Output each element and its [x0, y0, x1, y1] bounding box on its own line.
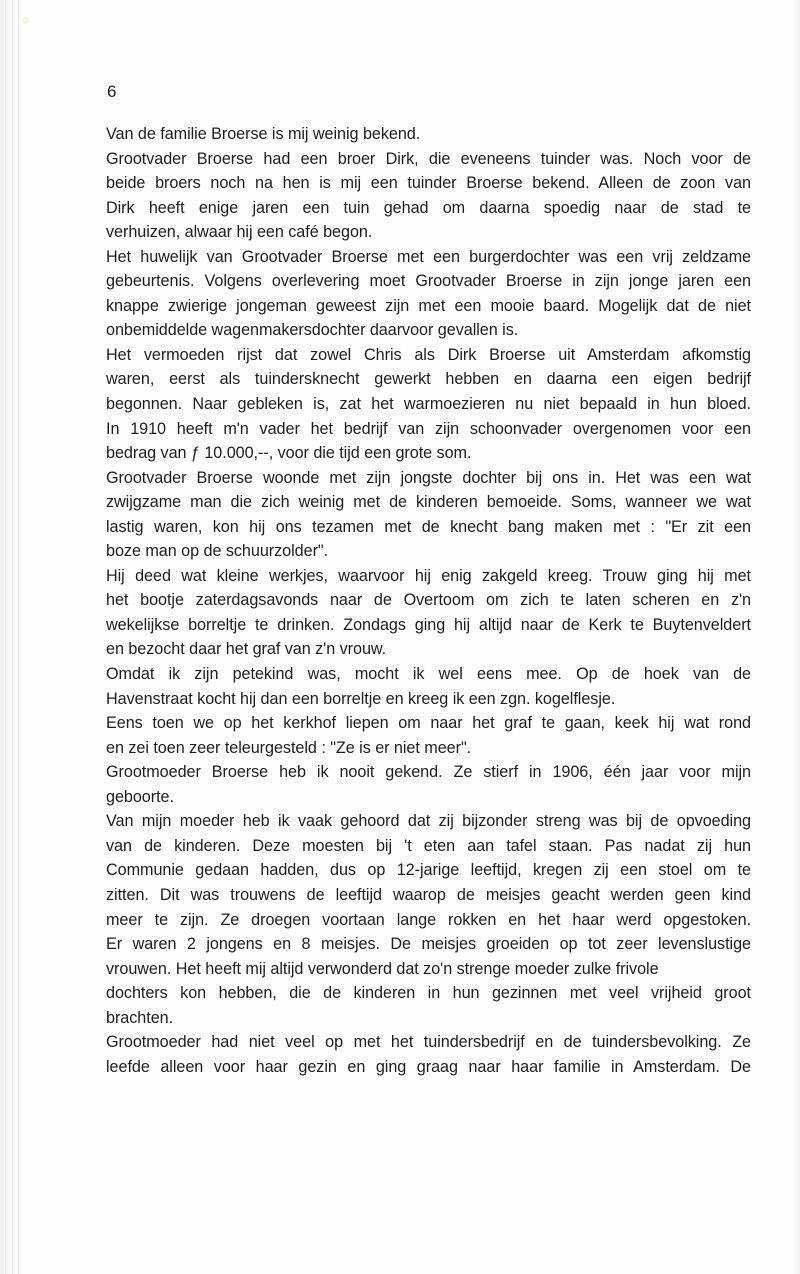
text-line: Hij deed wat kleine werkjes, waarvoor hij enig zakgeld kreeg. Trouw ging hij met: [106, 566, 751, 585]
text-line: en zei toen zeer teleurgesteld : "Ze is er niet meer".: [106, 738, 472, 757]
text-line: Er waren 2 jongens en 8 meisjes. De meisjes groeiden op tot zeer levenslustige: [106, 935, 751, 954]
text-line: Het huwelijk van Grootvader Broerse met een burgerdochter was een vrij zeldzame: [106, 247, 751, 266]
text-line: leefde alleen voor haar gezin en ging graag naar haar familie in Amsterdam. De: [106, 1057, 751, 1076]
text-line: dochters kon hebben, die de kinderen in hun gezinnen met veel vrijheid groot: [106, 984, 751, 1003]
text-line: Grootvader Broerse woonde met zijn jongste dochter bij ons in. Het was een wat: [106, 468, 751, 487]
text-line: en bezocht daar het graf van z'n vrouw.: [106, 640, 387, 659]
text-line: begonnen. Naar gebleken is, zat het warmoezieren nu niet bepaald in hun bloed.: [106, 395, 751, 414]
text-line: Het vermoeden rijst dat zowel Chris als Dirk Broerse uit Amsterdam afkomstig: [106, 345, 751, 364]
text-line: wekelijkse borreltje te drinken. Zondags ging hij altijd naar de Kerk te Buytenveldert: [106, 615, 751, 634]
text-line: geboorte.: [106, 787, 174, 806]
text-line: zitten. Dit was trouwens de leeftijd waarop de meisjes geacht werden geen kind: [106, 885, 751, 904]
text-line: onbemiddelde wagenmakersdochter daarvoor gevallen is.: [106, 321, 519, 340]
text-line: waren, eerst als tuindersknecht gewerkt hebben en daarna een eigen bedrijf: [106, 370, 751, 389]
spine-line: [5, 0, 6, 1274]
text-line: Communie gedaan hadden, dus op 12-jarige leeftijd, kregen zij een stoel om te: [106, 861, 751, 880]
text-line: brachten.: [106, 1008, 174, 1027]
text-line: In 1910 heeft m'n vader het bedrijf van zijn schoonvader overgenomen voor een: [106, 419, 751, 438]
text-line: zwijgzame man die zich weinig met de kinderen bemoeide. Soms, wanneer we wat: [106, 493, 751, 512]
text-line: Omdat ik zijn petekind was, mocht ik wel eens mee. Op de hoek van de: [106, 665, 751, 684]
text-line: knappe zwierige jongeman geweest zijn met een mooie baard. Mogelijk dat de niet: [106, 296, 751, 315]
text-line: lastig waren, kon hij ons tezamen met de knecht bang maken met : "Er zit een: [106, 517, 751, 536]
text-line: Havenstraat kocht hij dan een borreltje en kreeg ik een zgn. kogelflesje.: [106, 689, 616, 708]
page-number: 6: [107, 82, 117, 101]
page-right-edge: [794, 0, 800, 1274]
spine-line: [12, 0, 13, 1274]
text-line: Eens toen we op het kerkhof liepen om naar het graf te gaan, keek hij wat rond: [106, 714, 751, 733]
text-line: verhuizen, alwaar hij een café begon.: [106, 223, 373, 242]
text-line: boze man op de schuurzolder".: [106, 542, 329, 561]
text-line: Grootvader Broerse had een broer Dirk, die eveneens tuinder was. Noch voor de: [106, 149, 751, 168]
book-spine-shadow: [0, 0, 22, 1274]
text-line: Van mijn moeder heb ik vaak gehoord dat zij bijzonder streng was bij de opvoeding: [106, 812, 751, 831]
text-line: Dirk heeft enige jaren een tuin gehad om daarna spoedig naar de stad te: [106, 198, 751, 217]
text-line: bedrag van ƒ 10.000,--, voor die tijd een grote som.: [106, 444, 472, 463]
spine-line: [18, 0, 19, 1274]
text-line: het bootje zaterdagsavonds naar de Overtoom om zich te laten scheren en z'n: [106, 591, 751, 610]
text-line: meer te zijn. Ze droegen voortaan lange rokken en het haar werd opgestoken.: [106, 910, 751, 929]
text-line: vrouwen. Het heeft mij altijd verwonderd dat zo'n strenge moeder zulke frivole: [106, 959, 659, 978]
text-line: Grootmoeder Broerse heb ik nooit gekend. Ze stierf in 1906, één jaar voor mijn: [106, 763, 751, 782]
text-line: beide broers noch na hen is mij een tuinder Broerse bekend. Alleen de zoon van: [106, 174, 751, 193]
text-line: gebeurtenis. Volgens overlevering moet Grootvader Broerse in zijn jonge jaren een: [106, 272, 751, 291]
body-text: [106, 122, 751, 1079]
text-line: Van de familie Broerse is mij weinig bekend.: [106, 125, 421, 143]
paper-speck: [22, 17, 29, 24]
text-line: Grootmoeder had niet veel op met het tuindersbedrijf en de tuindersbevolking. Ze: [106, 1033, 751, 1052]
text-line: van de kinderen. Deze moesten bij 't eten aan tafel staan. Pas nadat zij hun: [106, 836, 751, 855]
